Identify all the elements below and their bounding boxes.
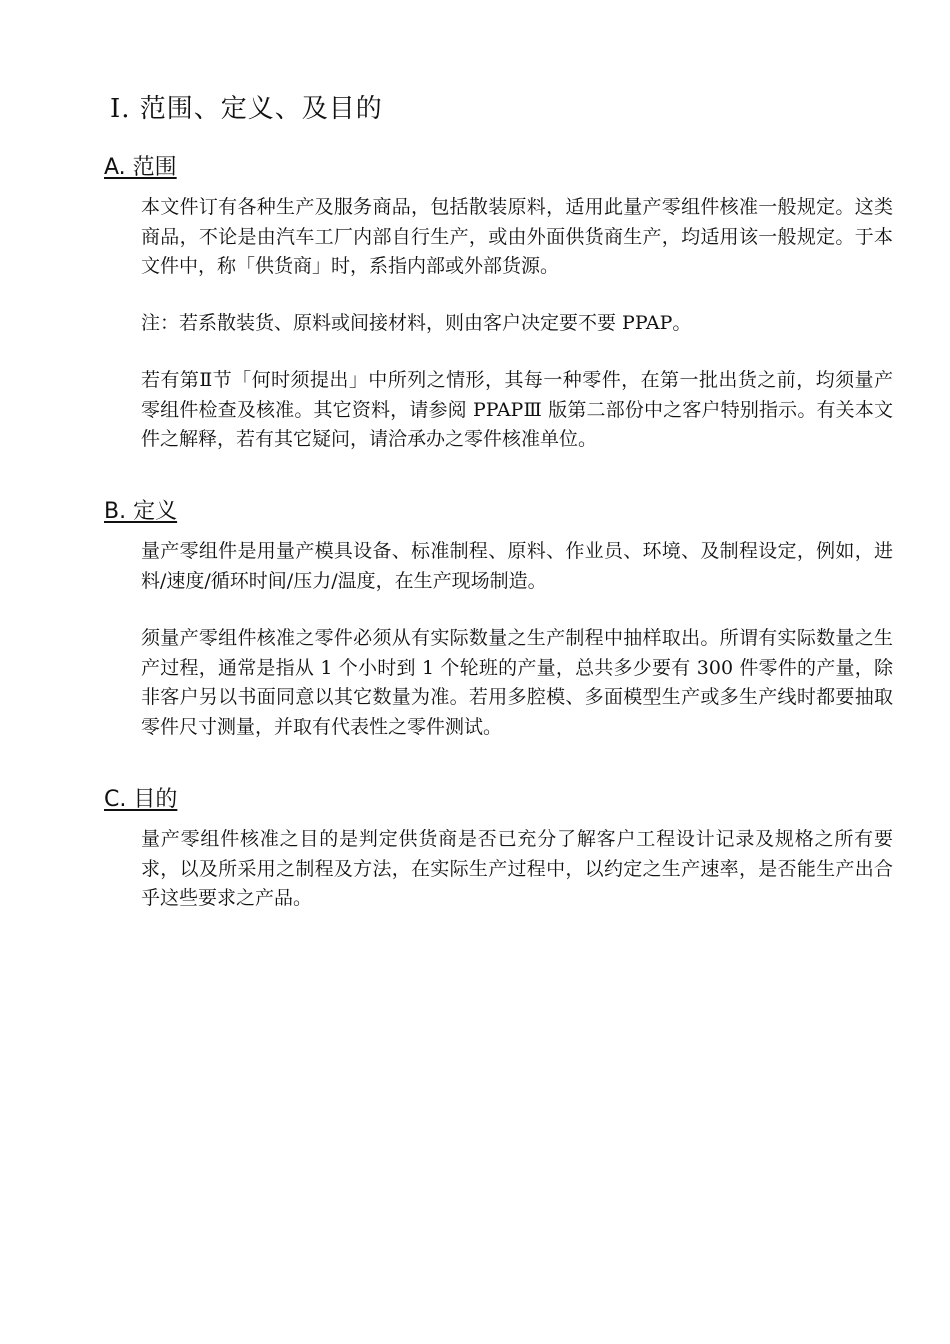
section-title: Ⅰ. 范围、定义、及目的 [110,94,383,124]
scope-paragraph-1: 本文件订有各种生产及服务商品，包括散装原料，适用此量产零组件核准一般规定。这类商品，不论是由汽车工厂内部自行生产，或由外面供货商生产，均适用该一般规定。于本文件中，称「供货商」时，系指内部或外部货源。 [141,196,893,277]
purpose-paragraph-1: 量产零组件核准之目的是判定供货商是否已充分了解客户工程设计记录及规格之所有要求，以及所采用之制程及方法，在实际生产过程中，以约定之生产速率，是否能生产出合乎这些要求之产品。 [141,828,893,909]
scope-heading: A. 范围 [104,155,177,180]
definition-paragraph-2: 须量产零组件核准之零件必须从有实际数量之生产制程中抽样取出。所谓有实际数量之生产过程，通常是指从 1 个小时到 1 个轮班的产量，总共多少要有 300 件零件的产量，除非客户另以书面同意以其它数量为准。若用多腔模、多面模型生产或多生产线时都要抽取零件尺寸测量，并取有代表性之零件测试。 [141,627,893,738]
definition-paragraph-1: 量产零组件是用量产模具设备、标准制程、原料、作业员、环境、及制程设定，例如，进料/速度/循环时间/压力/温度，在生产现场制造。 [141,540,893,592]
scope-note-paragraph: 注：若系散装货、原料或间接材料，则由客户决定要不要 PPAP。 [141,312,692,334]
scope-paragraph-3: 若有第Ⅱ节「何时须提出」中所列之情形，其每一种零件，在第一批出货之前，均须量产零组件检查及核准。其它资料，请参阅 PPAPⅢ 版第二部份中之客户特别指示。有关本文件之解释，若有其它疑问，请洽承办之零件核准单位。 [141,369,893,450]
definition-heading: B. 定义 [104,499,178,524]
purpose-heading: C. 目的 [104,787,178,812]
